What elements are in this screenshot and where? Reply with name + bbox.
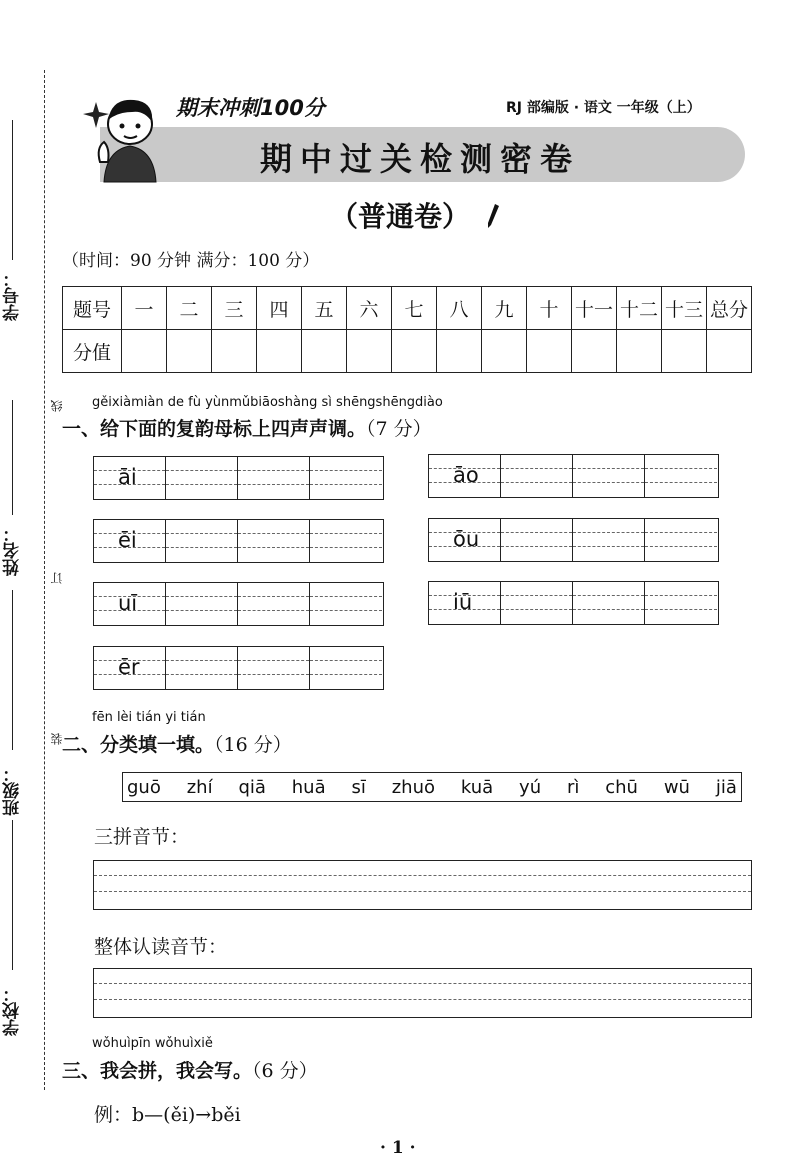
name-line[interactable]: [12, 400, 13, 515]
exam-title: 期中过关检测密卷: [259, 140, 580, 178]
writing-grid[interactable]: [428, 581, 719, 625]
score-input-cell[interactable]: [257, 330, 302, 373]
grid-cell[interactable]: [645, 519, 717, 561]
score-table-header-row: [63, 287, 752, 330]
writing-grid[interactable]: [428, 518, 719, 562]
grid-cell[interactable]: [166, 647, 238, 689]
guide-line: [94, 891, 751, 892]
score-input-cell[interactable]: [617, 330, 662, 373]
guide-line: [94, 983, 751, 984]
edition-label: RJ 部编版 · 语文 一年级（上）: [506, 100, 701, 116]
binding-mark-line: 线: [50, 400, 64, 412]
score-table-value-row: [63, 330, 752, 373]
writing-grid[interactable]: [93, 646, 384, 690]
vowel-label: āi: [118, 465, 137, 489]
grid-cell[interactable]: [573, 455, 645, 497]
binding-dashed-line: [44, 70, 45, 1090]
grid-cell[interactable]: [310, 520, 382, 562]
grid-cell[interactable]: [166, 583, 238, 625]
score-table: [62, 286, 752, 373]
grid-cell[interactable]: [501, 582, 573, 624]
grid-cell[interactable]: [573, 582, 645, 624]
grid-cell[interactable]: [166, 457, 238, 499]
grid-cell: [94, 583, 166, 625]
syllable: sī: [351, 776, 366, 798]
grid-cell: [94, 647, 166, 689]
grid-cell[interactable]: [645, 582, 717, 624]
grid-cell[interactable]: [310, 457, 382, 499]
score-input-cell[interactable]: [122, 330, 167, 373]
table-cell: 一: [122, 287, 167, 330]
grid-cell[interactable]: [238, 457, 310, 499]
guide-line: [94, 875, 751, 876]
section1-title: [62, 414, 432, 441]
writing-grid[interactable]: [93, 582, 384, 626]
score-input-cell[interactable]: [482, 330, 527, 373]
grid-cell[interactable]: [238, 520, 310, 562]
score-input-cell[interactable]: [527, 330, 572, 373]
section2-points: （16 分）: [214, 734, 292, 756]
score-input-cell[interactable]: [347, 330, 392, 373]
syllable: kuā: [460, 776, 494, 798]
vowel-label: ēr: [118, 655, 140, 679]
table-cell: 五: [302, 287, 347, 330]
table-cell: 十二: [617, 287, 662, 330]
vowel-label: ōu: [453, 527, 480, 551]
syllable: guō: [127, 776, 161, 798]
binding-label-school: 学校：: [3, 985, 23, 1036]
series-title: 期末冲刺100分: [176, 96, 325, 120]
score-input-cell[interactable]: [707, 330, 752, 373]
syllable: huā: [291, 776, 326, 798]
grid-cell[interactable]: [501, 455, 573, 497]
section1-points: （7 分）: [366, 418, 432, 440]
grid-cell[interactable]: [573, 519, 645, 561]
grid-cell[interactable]: [238, 583, 310, 625]
paper-subtitle: （普通卷）: [329, 200, 470, 233]
score-input-cell[interactable]: [437, 330, 482, 373]
syllable: chū: [605, 776, 638, 798]
triple-syllable-answer-lines[interactable]: [93, 860, 752, 910]
score-input-cell[interactable]: [212, 330, 257, 373]
syllable: jiā: [715, 776, 737, 798]
binding-label-name: 姓名：: [3, 525, 23, 576]
guide-line: [94, 999, 751, 1000]
section3-title-text: 三、我会拼，我会写。: [62, 1060, 253, 1082]
page-number: · 1 ·: [380, 1138, 416, 1158]
class-line[interactable]: [12, 820, 13, 970]
table-cell: 题号: [63, 287, 122, 330]
binding-label-student-id: 学号：: [3, 270, 23, 321]
section2-pinyin: fēn lèi tián yi tián: [92, 710, 206, 725]
grid-cell[interactable]: [501, 519, 573, 561]
vowel-label: iū: [453, 590, 473, 614]
grid-cell: [429, 582, 501, 624]
whole-syllable-answer-lines[interactable]: [93, 968, 752, 1018]
syllable: qiā: [238, 776, 266, 798]
example-text: 例：b—(ěi)→běi: [94, 1104, 241, 1126]
grid-cell[interactable]: [310, 647, 382, 689]
section3-pinyin: wǒhuìpīn wǒhuìxiě: [92, 1036, 213, 1051]
table-cell: 分值: [63, 330, 122, 373]
syllable: zhí: [186, 776, 213, 798]
vowel-label: ēi: [118, 528, 137, 552]
writing-grid[interactable]: [93, 519, 384, 563]
name-line-2: [12, 590, 13, 750]
score-input-cell[interactable]: [662, 330, 707, 373]
table-cell: 八: [437, 287, 482, 330]
table-cell: 九: [482, 287, 527, 330]
triple-syllable-label: 三拼音节：: [94, 826, 190, 848]
whole-syllable-label: 整体认读音节：: [94, 936, 228, 958]
student-id-line[interactable]: [12, 120, 13, 260]
writing-grid[interactable]: [428, 454, 719, 498]
binding-label-class: 班级：: [3, 765, 23, 816]
vowel-label: uī: [118, 591, 138, 615]
grid-cell[interactable]: [166, 520, 238, 562]
pencil-icon: [486, 203, 500, 229]
syllable: zhuō: [391, 776, 436, 798]
grid-cell[interactable]: [645, 455, 717, 497]
table-cell: 十一: [572, 287, 617, 330]
grid-cell[interactable]: [310, 583, 382, 625]
mascot-icon: [82, 92, 172, 187]
score-input-cell[interactable]: [572, 330, 617, 373]
table-cell: 总分: [707, 287, 752, 330]
section3-title: [62, 1056, 318, 1083]
section3-points: （6 分）: [252, 1060, 318, 1082]
section2-title-text: 二、分类填一填。: [62, 734, 215, 756]
score-input-cell[interactable]: [302, 330, 347, 373]
binding-mark-bind: 装: [50, 733, 64, 745]
section2-title: [62, 730, 292, 757]
table-cell: 六: [347, 287, 392, 330]
syllable: rì: [566, 776, 580, 798]
table-cell: 十三: [662, 287, 707, 330]
syllable: wū: [663, 776, 690, 798]
syllable: yú: [519, 776, 542, 798]
grid-cell: [429, 455, 501, 497]
score-input-cell[interactable]: [167, 330, 212, 373]
writing-grid[interactable]: [93, 456, 384, 500]
time-info: （时间：90 分钟 满分：100 分）: [62, 251, 320, 271]
syllable-box: [122, 772, 742, 802]
vowel-label: āo: [453, 463, 479, 487]
table-cell: 三: [212, 287, 257, 330]
binding-mark-staple: 订: [50, 572, 64, 584]
section1-title-text: 一、给下面的复韵母标上四声声调。: [62, 418, 367, 440]
table-cell: 二: [167, 287, 212, 330]
grid-cell: [429, 519, 501, 561]
grid-cell: [94, 520, 166, 562]
section1-pinyin: gěixiàmiàn de fù yùnmǔbiāoshàng sì shēngshēngdiào: [92, 395, 443, 410]
score-input-cell[interactable]: [392, 330, 437, 373]
table-cell: 四: [257, 287, 302, 330]
table-cell: 十: [527, 287, 572, 330]
table-cell: 七: [392, 287, 437, 330]
grid-cell[interactable]: [238, 647, 310, 689]
grid-cell: [94, 457, 166, 499]
